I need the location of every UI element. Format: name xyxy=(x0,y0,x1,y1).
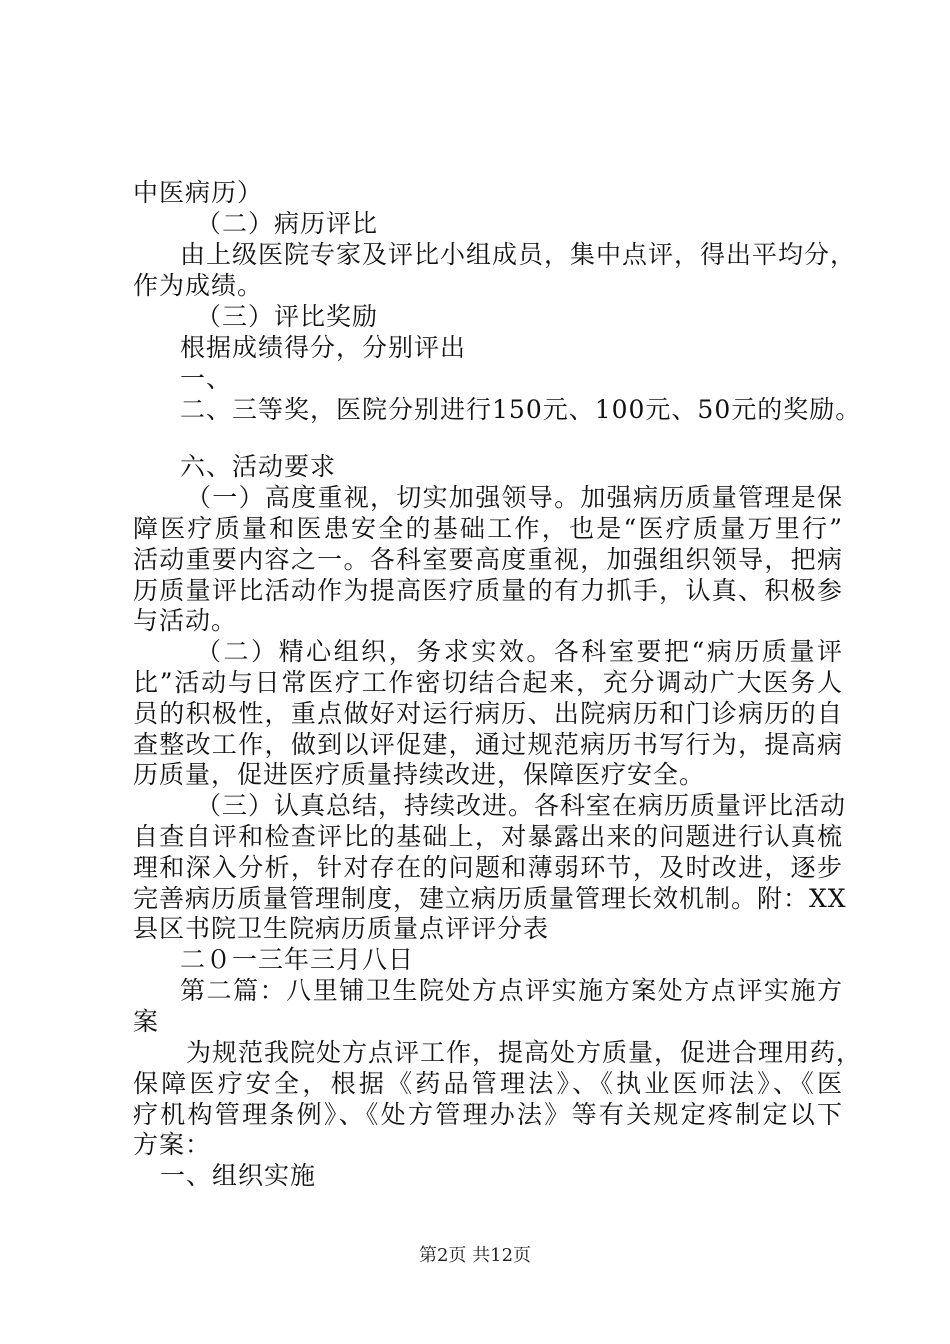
text-line: 与活动。 xyxy=(133,606,238,635)
section-heading: （三）评比奖励 xyxy=(196,302,379,331)
text-line: 为规范我院处方点评工作，提高处方质量，促进合理用药， xyxy=(186,1038,863,1067)
section-heading: 六、活动要求 xyxy=(180,452,337,481)
text-line: 由上级医院专家及评比小组成员，集中点评，得出平均分， xyxy=(180,240,857,269)
text-line: 县区书院卫生院病历质量点评评分表 xyxy=(133,914,550,943)
text-line: （二）精心组织，务求实效。各科室要把“病历质量评 xyxy=(196,637,843,666)
date-line: 二０一三年三月八日 xyxy=(180,945,415,974)
text-line: 理和深入分析，针对存在的问题和薄弱环节，及时改进，逐步 xyxy=(133,853,843,882)
text-line: 查整改工作，做到以评促建，通过规范病历书写行为，提高病 xyxy=(133,730,843,759)
section-heading: 第二篇：八里铺卫生院处方点评实施方案处方点评实施方 xyxy=(180,976,843,1005)
text-line: 历质量评比活动作为提高医疗质量的有力抓手，认真、积极参 xyxy=(133,576,843,605)
text-line: 作为成绩。 xyxy=(133,271,264,300)
text-line: 比”活动与日常医疗工作密切结合起来，充分调动广大医务人 xyxy=(133,668,843,697)
text-line: 案 xyxy=(133,1007,160,1036)
text-line: 自查自评和检查评比的基础上，对暴露出来的问题进行认真梳 xyxy=(133,822,843,851)
text-line: 活动重要内容之一。各科室要高度重视，加强组织领导，把病 xyxy=(133,545,843,574)
text-line: 方案： xyxy=(133,1130,212,1159)
text-line: 二、三等奖，医院分别进行150元、100元、50元的奖励。 xyxy=(180,395,862,424)
page-footer: 第2页 共12页 xyxy=(418,1245,532,1266)
text-line: （一）高度重视，切实加强领导。加强病历质量管理是保 xyxy=(186,483,843,512)
section-heading: （二）病历评比 xyxy=(196,209,379,238)
text-line: 中医病历） xyxy=(133,178,264,207)
text-line: 完善病历质量管理制度，建立病历质量管理长效机制。附：XX xyxy=(133,884,847,913)
text-line: 根据成绩得分，分别评出 xyxy=(180,333,467,362)
text-line: 一、 xyxy=(180,364,233,393)
text-line: 疗机构管理条例》、《处方管理办法》等有关规定疼制定以下 xyxy=(133,1100,843,1129)
text-line: 员的积极性，重点做好对运行病历、出院病历和门诊病历的自 xyxy=(133,699,843,728)
text-line: 历质量，促进医疗质量持续改进，保障医疗安全。 xyxy=(133,760,706,789)
section-heading: 一、组织实施 xyxy=(160,1161,317,1190)
text-line: 障医疗质量和医患安全的基础工作，也是“医疗质量万里行” xyxy=(133,514,843,543)
text-line: （三）认真总结，持续改进。各科室在病历质量评比活动 xyxy=(196,791,847,820)
text-line: 保障医疗安全，根据《药品管理法》、《执业医师法》、《医 xyxy=(133,1069,843,1098)
